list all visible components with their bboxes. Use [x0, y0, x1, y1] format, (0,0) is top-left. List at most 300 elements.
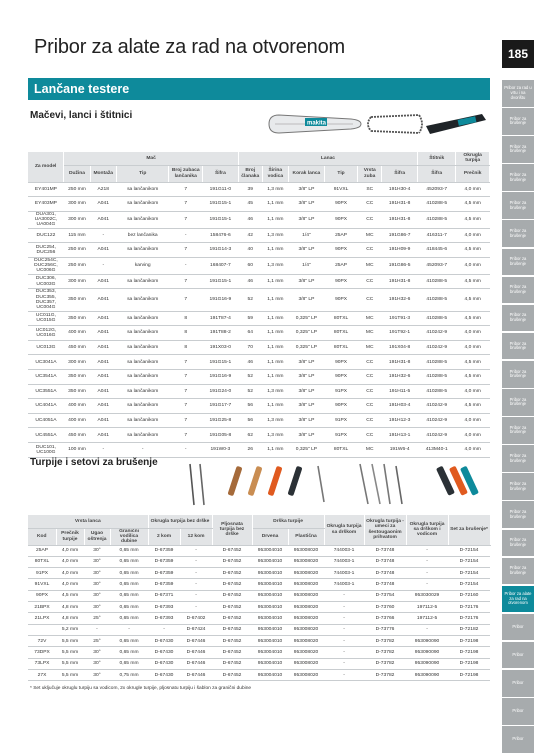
table-cell: A041: [90, 428, 116, 443]
table-cell: 39: [238, 182, 262, 197]
table-cell: sa lančanikom: [116, 384, 169, 399]
table-cell: 191H09-9: [382, 243, 418, 258]
table-cell: D-67359: [148, 545, 180, 556]
table-cell: 191H31-8: [382, 211, 418, 228]
table-cell: 953008020: [288, 613, 324, 624]
table-cell: 300 mm: [64, 274, 90, 289]
table-row: [28, 326, 490, 341]
sidebar-tab[interactable]: Pribor za rad u vrtu i na dvorištu: [502, 80, 534, 107]
table-cell: 3/8" LP: [288, 355, 324, 370]
sidebar-tab[interactable]: Pribor za brušenje: [502, 164, 534, 191]
table-cell: 191H11-5: [382, 384, 418, 399]
table-cell: 191G15-1: [202, 211, 238, 228]
table-cell: CC: [358, 384, 382, 399]
table-cell: 1,3 mm: [262, 228, 288, 243]
table-cell: 4,8 mm: [56, 602, 84, 613]
table-cell: CC: [358, 428, 382, 443]
table-cell: 4,0 mm: [56, 568, 84, 579]
table-cell: -: [180, 556, 212, 567]
table-cell: D-67452: [212, 590, 252, 601]
table-cell: -: [169, 228, 202, 243]
sidebar-tab[interactable]: Pribor za brušenje: [502, 501, 534, 528]
table-cell: D-67452: [212, 545, 252, 556]
table-cell: 7: [169, 289, 202, 311]
table-cell: -: [116, 443, 169, 458]
table-cell: -: [148, 624, 180, 635]
table-group-header: Pljosnata turpija bez drške: [212, 515, 252, 545]
table-cell: 0,325" LP: [288, 311, 324, 326]
table-cell: 3/8" LP: [288, 384, 324, 399]
table-cell: 191H31-8: [382, 274, 418, 289]
sidebar-tab[interactable]: Pribor za brušenje: [502, 220, 534, 247]
table-cell: sa lančanikom: [116, 428, 169, 443]
table-cell: -: [324, 658, 364, 669]
sidebar-tab[interactable]: Pribor za brušenje: [502, 389, 534, 416]
table-cell: MC: [358, 228, 382, 243]
table-cell: D-67452: [212, 568, 252, 579]
table-cell: 56: [238, 399, 262, 414]
table-cell: 4,5 mm: [456, 399, 490, 414]
table-cell: 953008020: [288, 670, 324, 681]
table-cell: A041: [90, 326, 116, 341]
table-cell: sa lančanikom: [116, 182, 169, 197]
table-cell: 300 mm: [64, 197, 90, 212]
table-cell: 191G05-8: [202, 428, 238, 443]
table-cell: 410242-9: [418, 428, 456, 443]
table-cell: 191G11-0: [202, 182, 238, 197]
table-cell: D-73748: [364, 579, 406, 590]
table-cell: D-67393: [148, 613, 180, 624]
table-cell: 0,75 mm: [110, 670, 148, 681]
table-cell: 953090090: [406, 670, 448, 681]
table-cell: 191T91-3: [382, 311, 418, 326]
table-column-header: Prečnik turpije: [56, 528, 84, 545]
table-column-header: Šifra: [418, 165, 456, 182]
table-cell: D-67452: [212, 624, 252, 635]
table-cell: 26: [238, 443, 262, 458]
table-cell: 744003-1: [324, 579, 364, 590]
table-cell: 250 mm: [64, 182, 90, 197]
sidebar-tab[interactable]: Pribor: [502, 726, 534, 753]
table-cell: 0,65 mm: [110, 647, 148, 658]
table-row: [28, 228, 490, 243]
table-cell: -: [406, 624, 448, 635]
table-row: [28, 384, 490, 399]
table-row: [28, 243, 490, 258]
table-cell: 410288-5: [418, 369, 456, 384]
table-row: [28, 636, 490, 647]
table-cell: CC: [358, 369, 382, 384]
table-cell: 250 mm: [64, 257, 90, 274]
table-cell: 191G17-7: [202, 399, 238, 414]
table-cell: 410242-9: [418, 340, 456, 355]
table-cell: A041: [90, 197, 116, 212]
table-cell: 1,1 mm: [262, 243, 288, 258]
table-cell: A041: [90, 311, 116, 326]
table-cell: D-73782: [364, 636, 406, 647]
sidebar-tab[interactable]: Pribor za brušenje: [502, 277, 534, 304]
table-column-header: 2 kom: [148, 528, 180, 545]
table-cell: 80TXL: [324, 311, 357, 326]
table-cell: 73DPX: [28, 647, 56, 658]
table-cell: 953008020: [288, 636, 324, 647]
table-cell: 413M40-1: [418, 443, 456, 458]
table-cell: -: [324, 624, 364, 635]
table-cell: 191H32-6: [382, 289, 418, 311]
table-cell: 744003-1: [324, 556, 364, 567]
table-cell: 452093-7: [418, 257, 456, 274]
table-cell: sa lančanikom: [116, 369, 169, 384]
table-cell: 1,3 mm: [262, 257, 288, 274]
table-cell: -: [324, 670, 364, 681]
table-cell: -: [84, 624, 110, 635]
table-cell: 7: [169, 369, 202, 384]
table-cell: 8: [169, 311, 202, 326]
table-cell: 5,5 mm: [56, 670, 84, 681]
table-cell: 25AP: [28, 545, 56, 556]
sidebar-tab[interactable]: Pribor za brušenje: [502, 558, 534, 585]
table-cell: 191T88-2: [202, 326, 238, 341]
sidebar-tab[interactable]: Pribor za brušenje: [502, 445, 534, 472]
table-row: [28, 274, 490, 289]
table-cell: 191X04-8: [382, 340, 418, 355]
table-cell: 0,65 mm: [110, 636, 148, 647]
table-group-header: Drška turpije: [252, 515, 324, 528]
table-cell: -: [406, 568, 448, 579]
table-cell: A041: [90, 399, 116, 414]
table-cell: 410288-5: [418, 274, 456, 289]
table-row: [28, 369, 490, 384]
sidebar-tab[interactable]: Pribor za brušenje: [502, 249, 534, 276]
table-cell: 25AP: [324, 257, 357, 274]
table-cell: D-67393: [148, 602, 180, 613]
table-cell: D-67446: [180, 647, 212, 658]
sidebar-tab[interactable]: Pribor: [502, 698, 534, 725]
sidebar-tab[interactable]: Pribor: [502, 670, 534, 697]
table-cell: DUC122: [28, 228, 64, 243]
table-cell: 0,65 mm: [110, 602, 148, 613]
table-cell: D-72154: [448, 545, 490, 556]
sidebar-tab[interactable]: Pribor za brušenje: [502, 473, 534, 500]
table-column-header: Korak lanca: [288, 165, 324, 182]
table-cell: 0,65 mm: [110, 545, 148, 556]
table-cell: 90PX: [324, 355, 357, 370]
table-column-header: 12 kom: [180, 528, 212, 545]
sidebar-tab[interactable]: Pribor za brušenje: [502, 192, 534, 219]
table-cell: 191H32-6: [382, 369, 418, 384]
table-cell: -: [406, 545, 448, 556]
table-column-header: Prečnik: [456, 165, 490, 182]
table-cell: 410288-5: [418, 355, 456, 370]
table-cell: 953004010: [252, 545, 288, 556]
table-group-header: Lanac: [238, 152, 417, 165]
table-cell: 4,8 mm: [56, 613, 84, 624]
table-cell: 4,0 mm: [456, 443, 490, 458]
table-cell: D-72176: [448, 602, 490, 613]
table-cell: 21LPX: [28, 613, 56, 624]
table-cell: -: [324, 636, 364, 647]
table-cell: 0,325" LP: [288, 326, 324, 341]
table-cell: A041: [90, 384, 116, 399]
table-column-header: Vrsta zuba: [358, 165, 382, 182]
table-cell: 1,1 mm: [262, 197, 288, 212]
table-column-header: Tip: [324, 165, 357, 182]
table-row: [28, 311, 490, 326]
table-cell: 744003-1: [324, 568, 364, 579]
table-cell: D-72198: [448, 636, 490, 647]
table-cell: -: [90, 443, 116, 458]
table-cell: CC: [358, 399, 382, 414]
table-cell: 0,65 mm: [110, 658, 148, 669]
file-icon: [180, 462, 220, 507]
table-cell: UC013G: [28, 340, 64, 355]
table-cell: D-72154: [448, 568, 490, 579]
table-cell: karving: [116, 257, 169, 274]
sidebar-tab[interactable]: Pribor za brušenje: [502, 136, 534, 163]
table-cell: -: [324, 647, 364, 658]
table-cell: 25°: [84, 613, 110, 624]
sidebar-tab[interactable]: Pribor: [502, 614, 534, 641]
table-cell: MC: [358, 443, 382, 458]
table-cell: 350 mm: [64, 384, 90, 399]
bars-chains-table: [28, 152, 490, 458]
table-cell: sa lančanikom: [116, 311, 169, 326]
sidebar-tab[interactable]: Pribor za brušenje: [502, 333, 534, 360]
section-title-files: Turpije i setovi za brušenje: [30, 457, 158, 468]
table-group-header: Mač: [64, 152, 238, 165]
table-cell: 3/8" LP: [288, 289, 324, 311]
table-row: [28, 568, 490, 579]
table-cell: D-72154: [448, 556, 490, 567]
table-cell: 1,1 mm: [262, 355, 288, 370]
table-cell: sa lančanikom: [116, 340, 169, 355]
table-cell: 80TXL: [324, 443, 357, 458]
table-cell: D-67446: [180, 670, 212, 681]
sidebar-tab[interactable]: Pribor za brušenje: [502, 361, 534, 388]
table-cell: 300 mm: [64, 211, 90, 228]
table-cell: 191G15-1: [202, 355, 238, 370]
table-cell: 191G16-9: [202, 369, 238, 384]
table-cell: 350 mm: [64, 289, 90, 311]
table-cell: 72V: [28, 636, 56, 647]
table-cell: 4,0 mm: [456, 428, 490, 443]
table-cell: 25°: [84, 636, 110, 647]
table-cell: -: [324, 602, 364, 613]
table-cell: 744003-1: [324, 545, 364, 556]
bar-cover-icon: [420, 108, 490, 140]
table-cell: sa lančanikom: [116, 243, 169, 258]
table-cell: A041: [90, 211, 116, 228]
table-cell: D-67452: [212, 647, 252, 658]
table-cell: 90PX: [324, 211, 357, 228]
table-cell: D-67446: [180, 658, 212, 669]
table-cell: -: [324, 590, 364, 601]
table-cell: 4,0 mm: [456, 326, 490, 341]
table-cell: 3/8" LP: [288, 428, 324, 443]
table-cell: 8: [169, 340, 202, 355]
table-cell: 953004010: [252, 556, 288, 567]
table-cell: 953008020: [288, 556, 324, 567]
table-cell: 30°: [84, 602, 110, 613]
table-cell: 1,1 mm: [262, 289, 288, 311]
table-group-header: Štitnik: [418, 152, 456, 165]
page-number: 185: [502, 40, 534, 68]
table-cell: 450 mm: [64, 428, 90, 443]
table-cell: 3/8" LP: [288, 243, 324, 258]
table-cell: D-67430: [148, 636, 180, 647]
table-cell: 3/8" LP: [288, 211, 324, 228]
table-cell: 191T87-4: [202, 311, 238, 326]
table-cell: 191H30-4: [382, 182, 418, 197]
table-cell: 953004010: [252, 590, 288, 601]
table-cell: 4,0 mm: [456, 228, 490, 243]
sidebar-tab[interactable]: Pribor za brušenje: [502, 108, 534, 135]
table-row: [28, 556, 490, 567]
table-cell: A041: [90, 243, 116, 258]
table-cell: D-67452: [212, 579, 252, 590]
table-column-header: Kod: [28, 528, 56, 545]
table-cell: 191H03-4: [382, 399, 418, 414]
table-cell: MC: [358, 311, 382, 326]
table-cell: sa lančanikom: [116, 355, 169, 370]
table-column-header: Širina vodica: [262, 165, 288, 182]
files-table: [28, 515, 491, 681]
table-cell: 30°: [84, 568, 110, 579]
table-row: [28, 545, 490, 556]
sidebar-tab[interactable]: Pribor za brušenje: [502, 305, 534, 332]
table-cell: sa lančanikom: [116, 197, 169, 212]
table-column-header: Ugao oštrenja: [84, 528, 110, 545]
table-cell: 1,1 mm: [262, 369, 288, 384]
table-cell: DUA301, UA3002C, UA004G: [28, 211, 64, 228]
table-cell: 80TXL: [324, 340, 357, 355]
table-cell: sa lančanikom: [116, 211, 169, 228]
table-row: [28, 590, 490, 601]
table-cell: D-73782: [364, 670, 406, 681]
table-cell: 1,1 mm: [262, 274, 288, 289]
sidebar: [502, 80, 534, 754]
table-cell: 46: [238, 274, 262, 289]
table-cell: 191G14-3: [202, 243, 238, 258]
table-cell: 100 mm: [64, 443, 90, 458]
table-cell: EY401MP: [28, 182, 64, 197]
table-cell: 91PX: [324, 428, 357, 443]
table-cell: D-73754: [364, 590, 406, 601]
table-cell: 4,0 mm: [56, 579, 84, 590]
table-group-header: Za model: [28, 152, 64, 182]
table-cell: 56: [238, 413, 262, 428]
table-cell: 410288-5: [418, 197, 456, 212]
table-cell: D-72176: [448, 613, 490, 624]
table-cell: 416311-7: [418, 228, 456, 243]
table-cell: 191H31-8: [382, 355, 418, 370]
table-cell: 91VXL: [28, 579, 56, 590]
table-cell: UC012G, UC016G: [28, 326, 64, 341]
footnote: * Set uključuje okruglu turpiju sa vodicom, 2x okrugle turpije, pljosnatu turpiju i šablon za granični dubine: [30, 686, 252, 691]
table-cell: 953008020: [288, 658, 324, 669]
table-cell: 7: [169, 197, 202, 212]
table-cell: 410242-9: [418, 399, 456, 414]
table-cell: 953004010: [252, 636, 288, 647]
table-cell: 953030029: [406, 590, 448, 601]
table-cell: 350 mm: [64, 369, 90, 384]
table-cell: DUC101, UC100G: [28, 443, 64, 458]
table-cell: UC011G, UC015G: [28, 311, 64, 326]
table-cell: CC: [358, 197, 382, 212]
table-cell: 42: [238, 228, 262, 243]
table-cell: A218: [90, 182, 116, 197]
table-column-header: Dužina: [64, 165, 90, 182]
table-cell: D-73760: [364, 602, 406, 613]
table-column-header: Šifra: [382, 165, 418, 182]
table-cell: 8: [169, 326, 202, 341]
table-cell: 953004010: [252, 579, 288, 590]
table-group-header: Vrsta lanca: [28, 515, 148, 528]
table-cell: D-67430: [148, 647, 180, 658]
table-cell: 953008020: [288, 624, 324, 635]
table-cell: 953004010: [252, 647, 288, 658]
table-cell: 91PX: [324, 384, 357, 399]
table-cell: 1,1 mm: [262, 211, 288, 228]
table-cell: 90PX: [28, 590, 56, 601]
table-cell: 4,0 mm: [56, 556, 84, 567]
sidebar-tab[interactable]: Pribor za alate za rad na otvorenom: [502, 586, 534, 613]
table-cell: D-72182: [448, 624, 490, 635]
table-row: [28, 624, 490, 635]
table-cell: 953008020: [288, 579, 324, 590]
sidebar-tab[interactable]: Pribor za brušenje: [502, 530, 534, 557]
table-cell: A041: [90, 289, 116, 311]
table-cell: 5,5 mm: [56, 658, 84, 669]
table-row: [28, 658, 490, 669]
chainsaw-bar-icon: [265, 107, 365, 141]
table-row: [28, 413, 490, 428]
table-cell: 400 mm: [64, 399, 90, 414]
table-cell: -: [180, 568, 212, 579]
table-cell: 953008020: [288, 590, 324, 601]
table-cell: 30°: [84, 658, 110, 669]
table-cell: 410242-9: [418, 326, 456, 341]
table-cell: 30°: [84, 545, 110, 556]
table-cell: 0,65 mm: [110, 579, 148, 590]
table-cell: 0,65 mm: [110, 568, 148, 579]
table-cell: 953090090: [406, 647, 448, 658]
sidebar-tab[interactable]: Pribor: [502, 642, 534, 669]
table-cell: 400 mm: [64, 326, 90, 341]
table-cell: 0,65 mm: [110, 556, 148, 567]
table-cell: 59: [238, 311, 262, 326]
table-row: [28, 670, 490, 681]
table-cell: 191H31-8: [382, 197, 418, 212]
table-cell: 4,0 mm: [56, 545, 84, 556]
table-cell: DUC254, DUC256: [28, 243, 64, 258]
table-cell: 191G16-9: [202, 289, 238, 311]
table-cell: 4,5 mm: [456, 211, 490, 228]
table-cell: 4,0 mm: [456, 413, 490, 428]
table-column-header: Plastična: [288, 528, 324, 545]
table-cell: 80TXL: [324, 326, 357, 341]
table-cell: -: [169, 443, 202, 458]
table-row: [28, 197, 490, 212]
table-group-header: Okrugla turpija sa drškom: [324, 515, 364, 545]
table-cell: 4,0 mm: [456, 340, 490, 355]
table-cell: 115 mm: [64, 228, 90, 243]
table-cell: 1,3 mm: [262, 413, 288, 428]
sidebar-tab[interactable]: Pribor za brušenje: [502, 417, 534, 444]
table-cell: D-72198: [448, 670, 490, 681]
table-cell: 191H13-1: [382, 428, 418, 443]
table-cell: 73LPX: [28, 658, 56, 669]
